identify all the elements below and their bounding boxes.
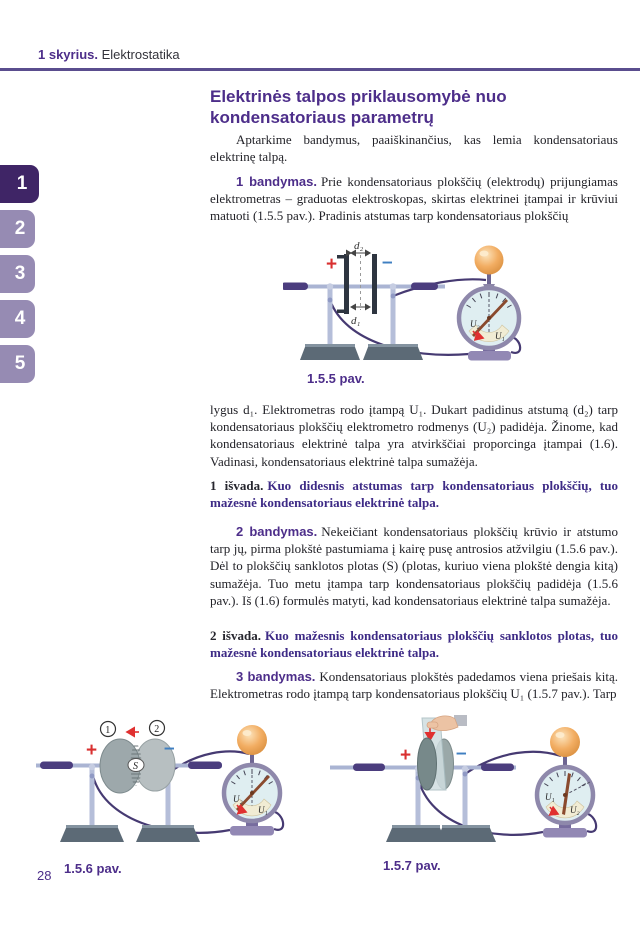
label-s: S [133,761,138,772]
charge-sphere [475,246,504,275]
sidebar-tab-3: 3 [0,255,35,293]
conclusion-1 [210,477,618,511]
rod-grip-right [188,762,222,770]
conclusion-2-label: 2 išvada. [210,628,261,643]
electrometer [224,725,280,836]
conclusion-2-text: Kuo mažesnis kondensatoriaus plokščių sanklotos plotas, tuo mažesnė kondensatoriaus elektrinė talpa. [210,628,618,661]
header-rule [0,68,640,71]
minus-sign: – [164,738,175,759]
header [38,47,180,62]
label-u2: U₂ [470,319,480,329]
charge-sphere [550,727,580,757]
chapter-label: 1 skyrius. [38,47,98,62]
label-d2: d₂ [354,240,364,252]
figure-1-5-5 [283,240,555,368]
label-u1: U₁ [495,331,505,341]
label-u1: U₁ [258,805,268,815]
rod-grip-left [353,764,385,772]
experiment-3-label: 3 bandymas. [236,669,316,684]
plus-sign: + [400,745,412,766]
experiment-2-text: Nekeičiant kondensatoriaus plokščių krūvio ir atstumo tarp jų, pirma plokštė pastumiama į kairę pusę antrosios atžvilgiu (1.5.6 pav.). Dėl to plokščių sanklotos plotas (S) (plotas, kuriuo viena plokštė dengia kitą) sumažėja. Tuo metu įtampa tarp kondensatoriaus plokščių padidėja (1.5.6 pav.). Iš (1.6) formulės matyti, kad kondensatoriaus elektrinė talpa sumažėja. [210,524,618,608]
sidebar-tab-5: 5 [0,345,35,383]
page-title: Elektrinės talpos priklausomybė nuo kondensatoriaus parametrų [210,87,507,127]
label-u2: U₂ [570,805,580,815]
electrometer [459,246,519,361]
sidebar-tab-2: 2 [0,210,35,248]
figure-1-5-7 [330,712,622,862]
page-number: 28 [37,868,52,883]
plus-sign: + [326,254,338,275]
disk-left [418,738,437,790]
minus-sign: – [456,743,467,764]
electrometer [537,727,593,838]
rod-grip-left [283,283,308,291]
conclusion-1-text: Kuo didesnis atstumas tarp kondensatoriaus plokščių, tuo mažesnė kondensatoriaus elektrinė talpa. [210,478,618,511]
label-u2: U₂ [233,794,243,804]
experiment-3-text: Kondensatoriaus plokštės padedamos viena priešais kitą. Elektrometras rodo įtampą tarp kondensatoriaus plokščių U₁ (1.5.7 pav.). Tarp [210,669,618,702]
chapter-name: Elektrostatika [98,47,180,62]
label-d1: d₁ [351,315,361,327]
figure-1-5-6 [36,712,328,862]
paragraph-experiment-2 [210,523,618,609]
rod-grip-left [40,762,73,770]
figure-1-5-5-caption: 1.5.5 pav. [307,371,365,386]
conclusion-1-label: 1 išvada. [210,478,264,493]
label-u1: U₁ [545,792,555,802]
rod-grip-right [411,283,438,291]
sidebar-tab-1: 1 [0,165,39,203]
paragraph-experiment-1 [210,173,618,225]
sidebar-tab-4: 4 [0,300,35,338]
experiment-2-label: 2 bandymas. [236,524,318,539]
figure-1-5-6-caption: 1.5.6 pav. [64,861,122,876]
hand-icon [427,715,467,731]
paragraph-experiment-3 [210,668,618,702]
conclusion-2 [210,627,618,661]
experiment-1-text: Prie kondensatoriaus plokščių (elektrodų) prijungiamas elektrometras – graduotas elektroskopas, skirtas elektrinei įtampai ir krūviui matuoti (1.5.5 pav.). Pradinis atstumas tarp kondensatoriaus plokščių [210,174,618,224]
paragraph-intro: Aptarkime bandymus, paaiškinančius, kas lemia kondensatoriaus elektrinę talpą. [210,132,618,165]
figure-1-5-7-caption: 1.5.7 pav. [383,858,441,873]
disk-2-number: 2 [154,724,160,735]
plus-sign: + [86,740,98,761]
minus-sign: – [382,252,393,273]
charge-sphere [237,725,267,755]
experiment-1-label: 1 bandymas. [236,174,317,189]
capacitor-plates [337,253,377,314]
rod-grip-right [481,764,514,772]
paragraph-after-figure: lygus d₁. Elektrometras rodo įtampą U₁. Dukart padidinus atstumą (d₂) tarp kondensatoriaus plokščių elektrometro rodmenys (U₂) padidėja. Žinome, kad kondensatoriaus elektrinė talpa yra atvirkščiai proporcinga įtampai (1.6). Vadinasi, kondensatoriaus elektrinė talpa sumažėja. [210,402,618,469]
disk-1-number: 1 [105,725,111,736]
